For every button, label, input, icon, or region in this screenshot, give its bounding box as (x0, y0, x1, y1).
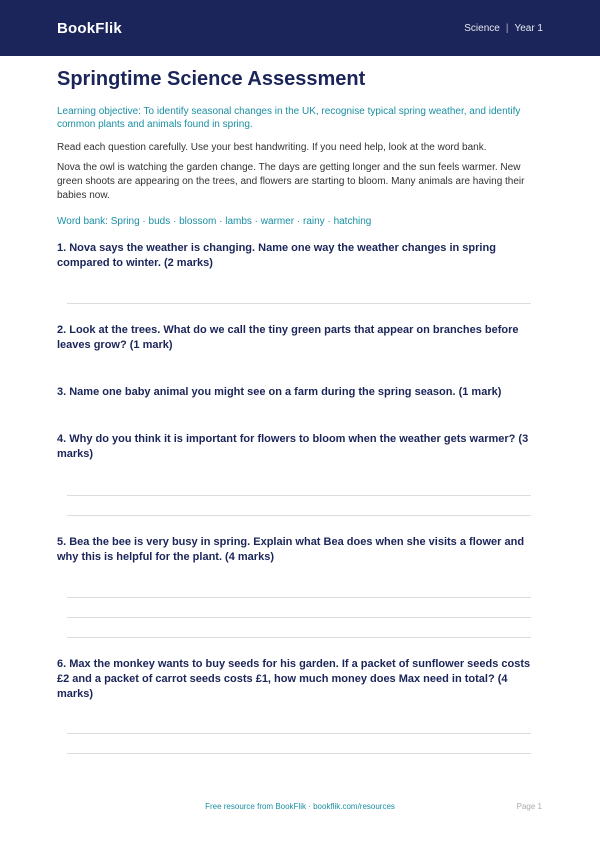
page-title: Springtime Science Assessment (57, 68, 366, 90)
header-meta (464, 23, 543, 34)
page-number: Page 1 (516, 802, 542, 811)
instructions: Read each question carefully. Use your best handwriting. If you need help, look at the word bank. (57, 142, 487, 153)
question-4: 4. Why do you think it is important for flowers to bloom when the weather gets warmer? (3 marks) (57, 433, 529, 460)
word-bank: Word bank: Spring · buds · blossom · lambs · warmer · rainy · hatching (57, 216, 372, 227)
question-1: 1. Nova says the weather is changing. Name one way the weather changes in spring compared to winter. (2 marks) (57, 242, 496, 269)
answer-line[interactable] (67, 637, 531, 638)
subject-label: Science (464, 22, 500, 34)
answer-line[interactable] (67, 617, 531, 618)
answer-line[interactable] (67, 597, 531, 598)
worksheet-body (0, 68, 600, 228)
answer-line[interactable] (67, 733, 531, 734)
header-bar (0, 0, 600, 56)
learning-objective: Learning objective: To identify seasonal changes in the UK, recognise typical spring weather, and identify common plants and animals found in spring. (57, 106, 521, 130)
question-6: 6. Max the monkey wants to buy seeds for his garden. If a packet of sunflower seeds costs £2 and a packet of carrot seeds costs £1, how much money does Max need in total? (4 marks) (57, 658, 531, 700)
story-paragraph: Nova the owl is watching the garden change. The days are getting longer and the sun feels warmer. New green shoots are appearing on the trees, and flowers are starting to bloom. Many animals are having their babies now. (57, 162, 525, 201)
question-2: 2. Look at the trees. What do we call the tiny green parts that appear on branches before leaves grow? (1 mark) (57, 324, 519, 351)
question-5: 5. Bea the bee is very busy in spring. Explain what Bea does when she visits a flower and why this is helpful for the plant. (4 marks) (57, 536, 525, 563)
answer-line[interactable] (67, 495, 531, 496)
answer-line[interactable] (67, 303, 531, 304)
answer-line[interactable] (67, 515, 531, 516)
brand-logo[interactable]: BookFlik (57, 19, 122, 37)
year-label: Year 1 (514, 22, 543, 34)
meta-separator: | (505, 22, 509, 34)
answer-line[interactable] (67, 753, 531, 754)
footer-resource-link[interactable]: Free resource from BookFlik · bookflik.com/resources (205, 802, 395, 811)
question-3: 3. Name one baby animal you might see on a farm during the spring season. (1 mark) (57, 386, 502, 398)
